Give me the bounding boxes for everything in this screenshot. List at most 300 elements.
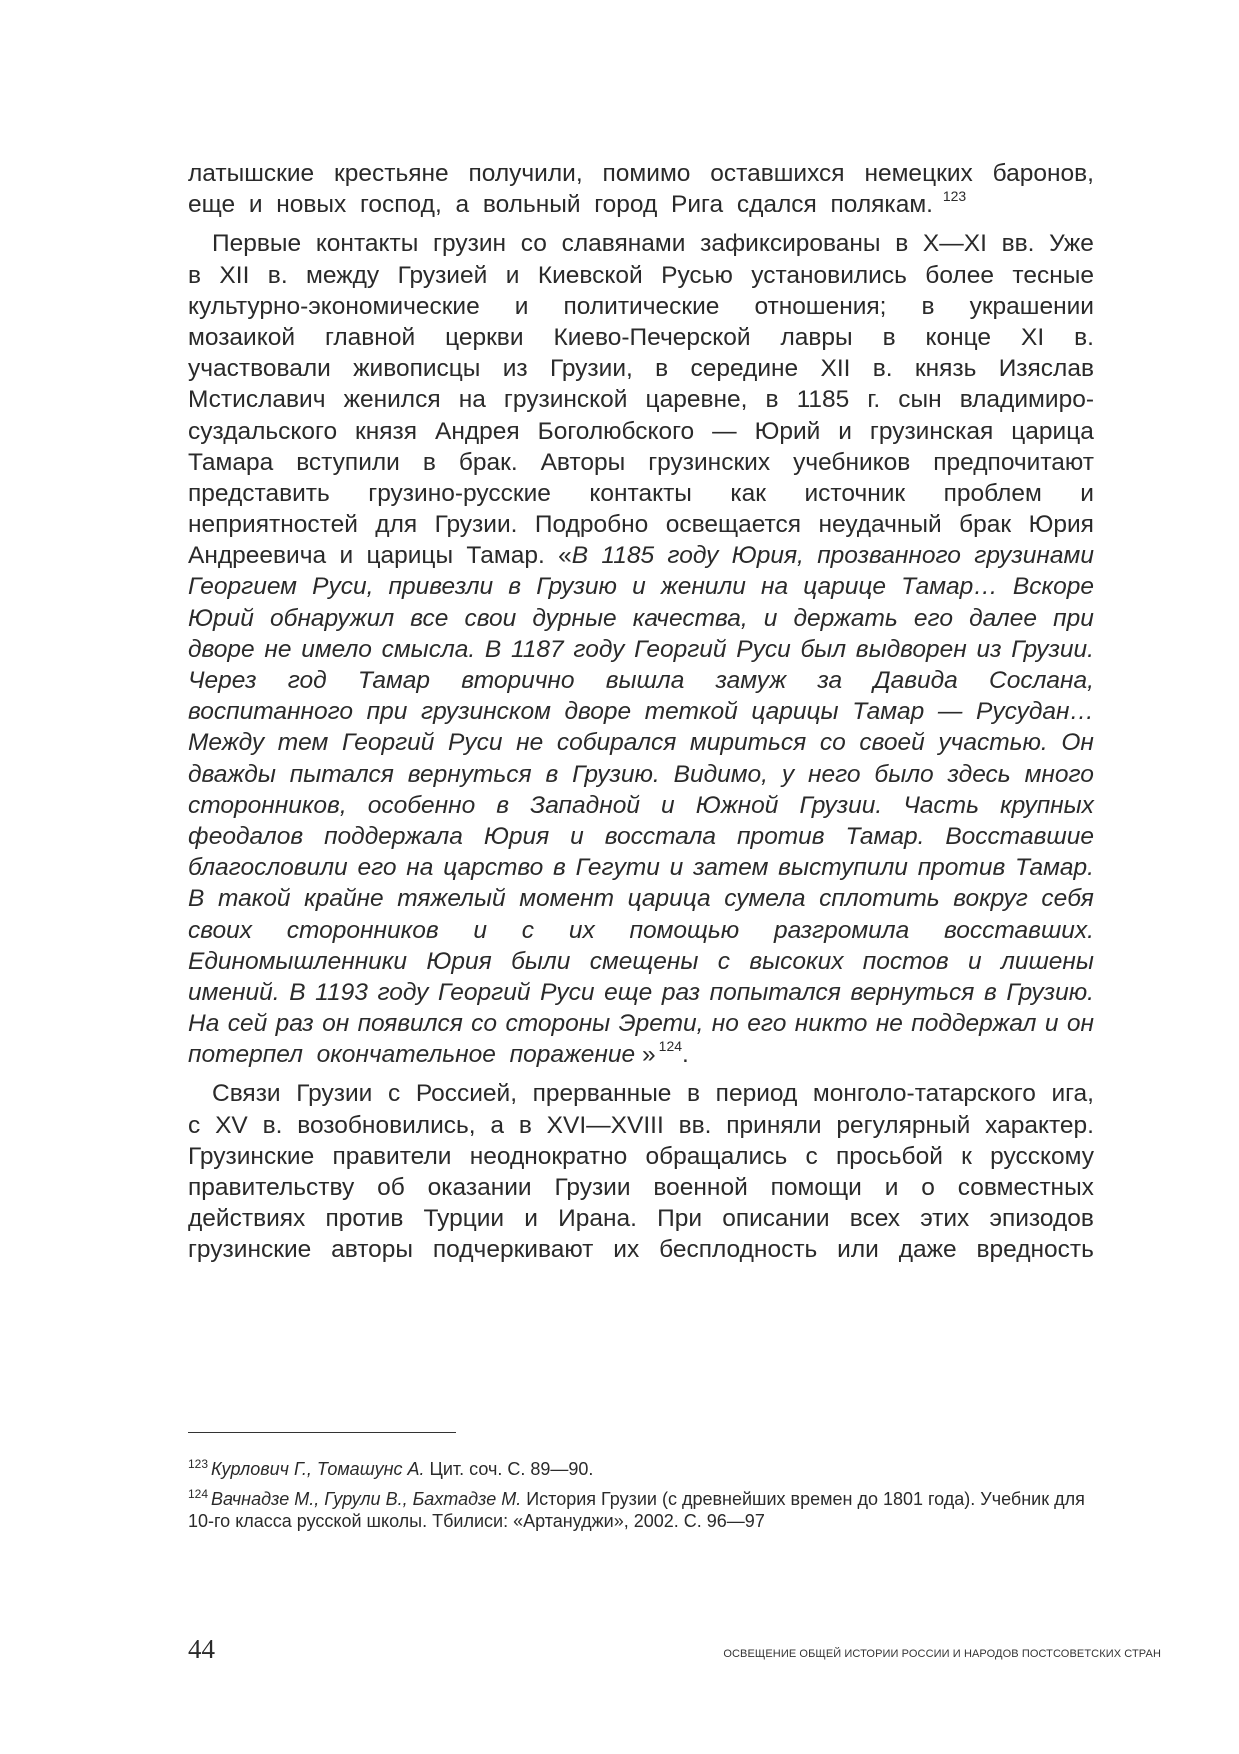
word: церкви [445,323,524,351]
word-group [188,189,242,220]
word: лавры [780,323,853,351]
word-group [836,1141,943,1172]
word-group [646,384,748,415]
word-group [724,883,805,914]
word-group [914,603,953,634]
word: Андреевича [188,542,327,570]
word: . [682,1041,689,1069]
word-group [645,696,738,727]
text-line [188,1039,1094,1070]
word: и [968,947,982,975]
word-group [985,1110,1094,1141]
word-group [358,1008,463,1039]
word: неудачный [818,511,942,539]
word: разгромила [773,916,910,944]
word: царица [627,885,711,913]
word: из [502,355,528,383]
word: их [613,1236,640,1264]
word: Эрети, [618,1010,704,1038]
word-group [188,291,480,322]
word: на [458,386,486,414]
word: Руси [540,978,595,1006]
word: имело [301,635,372,663]
word: с [188,1111,201,1139]
word-group [716,1078,798,1109]
word: царство [443,854,544,882]
footnote-number: 124 [188,1487,209,1501]
text-line [188,603,1094,634]
word-group [589,478,692,509]
word-group [511,634,564,665]
word-group [716,665,787,696]
word-group [366,540,453,571]
text-line [188,852,1094,883]
word: грузинских [648,448,771,476]
word: своих [188,916,253,944]
word: Юрия [483,822,550,850]
word: вторично [461,667,575,694]
word: представить [188,479,330,507]
text-line [188,946,1094,977]
word: русскому [990,1142,1094,1170]
word-group [188,603,254,634]
word: участью. [938,729,1048,757]
word: середине [690,355,799,383]
word-group [747,1008,786,1039]
word-group [737,821,825,852]
word-group [564,696,631,727]
word: Грузию. [1006,978,1094,1006]
word: Связи [212,1080,281,1108]
word: в [553,854,566,882]
word: совместных [957,1174,1094,1201]
word-group [632,571,646,602]
word-group [408,759,532,790]
word-group [808,759,861,790]
word-group [188,665,257,696]
word-group [334,158,449,189]
word-group [873,353,893,384]
word: и [884,1174,899,1201]
word: феодалов [188,822,304,850]
word: и [661,791,675,819]
word: крестьяне [334,160,449,187]
word: не [516,729,544,757]
word: Георгием [188,573,297,601]
word: было [874,760,934,788]
word: Георгий [634,635,727,663]
word-group [188,260,201,291]
word: попытался [709,978,841,1006]
word-group [864,158,972,189]
word-group [466,540,544,571]
word-group [485,634,501,665]
word: привезли [388,573,494,601]
word-group [876,1008,903,1039]
word: он [322,1010,350,1038]
word-group [504,384,628,415]
word: прерванные [532,1080,672,1108]
word: Юрий [188,604,254,632]
word-group [188,1008,219,1039]
word-group [850,1203,900,1234]
word: его [357,854,397,882]
word-group [803,571,886,602]
word: Южной [695,791,779,819]
word: а [490,1111,505,1139]
word: баронов, [992,160,1094,187]
word: между [306,261,380,289]
word-group [831,189,967,220]
word-group [993,158,1094,189]
word-group [899,1234,957,1265]
word-group [218,883,291,914]
word-group [817,665,842,696]
word: прозванного [817,542,961,570]
word-group [755,416,821,447]
word-group [797,384,850,415]
word: 1185 [796,386,850,414]
word-group [550,353,633,384]
word-group [1021,322,1044,353]
word-group [712,416,737,447]
word: обращались [645,1142,788,1170]
text-line [188,1203,1094,1234]
word-group [297,1110,475,1141]
word-group [435,509,518,540]
text-line [188,821,1094,852]
word: новых [276,191,347,219]
word: высоких [749,947,844,975]
word-group [813,1078,1036,1109]
word-group [538,416,695,447]
word: собирался [556,729,677,757]
word-group [469,158,583,189]
word: и [524,1205,538,1233]
word-group [511,946,570,977]
word: Турции [423,1205,505,1233]
word: авторы [331,1236,414,1264]
word-group [959,509,1011,540]
word-group [296,447,400,478]
text-line [188,759,1094,790]
footnote-ref[interactable]: 124 [658,1038,683,1055]
word-group [712,1008,739,1039]
word-group [1029,509,1094,540]
word: качества, [632,604,748,632]
word-group [911,1008,1036,1039]
word: Единомышленники [188,947,408,975]
word: Он [1061,729,1094,757]
word-group [679,1110,712,1141]
word-group [276,1008,314,1039]
word: в. [1074,323,1094,351]
text-line [188,1141,1094,1172]
word: господ, [360,191,442,219]
word: такой [217,885,291,913]
word: Георгий [438,978,531,1006]
word-group [547,1110,664,1141]
word: Киево-Печерской [553,323,751,351]
word: помощью [629,916,740,944]
word: все [410,604,449,632]
word: отношения; [754,292,887,320]
word: 1185 [601,542,655,570]
word: Сослана, [989,667,1094,694]
word-group [859,727,924,758]
word-group [530,790,640,821]
word-group [428,1172,532,1203]
word-group [288,665,327,696]
running-footer-title: ОСВЕЩЕНИЕ ОБЩЕЙ ИСТОРИИ РОССИИ И НАРОДОВ ПОСТСОВЕТСКИХ СТРАН [723,1648,1161,1660]
word-group [188,158,314,189]
word-group [820,727,846,758]
word: его [747,1010,787,1038]
word-group [938,727,1047,758]
word: Георгий [341,729,435,757]
word-group [333,1141,452,1172]
word-group [459,384,486,415]
word: сумела [724,885,806,913]
word-group [1011,416,1094,447]
word: зафиксированы [700,230,881,258]
word-group [410,603,448,634]
word-group [926,322,992,353]
word-group [188,1110,200,1141]
word: и [514,292,529,320]
word: В [484,635,502,663]
word-group [761,571,788,602]
word-group [263,1110,283,1141]
word-group [933,447,1094,478]
word-group [976,696,1094,727]
word: Тамар [357,667,430,694]
word: благословили [188,854,348,882]
word: В [289,978,306,1006]
word: Гегути [575,854,660,882]
word: ига, [1051,1080,1094,1108]
word: X—XI [922,230,987,258]
word: женили [660,573,746,601]
word-group [423,447,436,478]
word: вв. [1001,230,1035,258]
text-line [188,790,1094,821]
word: конце [925,323,992,351]
word: со [471,1010,498,1038]
word-group [519,1110,532,1141]
word: сын [898,386,942,414]
word-group [304,883,384,914]
word-group [836,1110,970,1141]
word-group [465,603,517,634]
word: поражение [509,1041,636,1069]
word-group [290,759,394,790]
word: или [837,1236,879,1264]
word: грузинская [869,417,994,445]
word: контакты [589,479,692,507]
word-group [510,1039,689,1070]
word-group [1001,946,1094,977]
word-group [969,603,1037,634]
word-group [794,603,898,634]
word-group [368,478,551,509]
word-group [533,1078,672,1109]
word-group [515,291,529,322]
word: смысла. [381,635,476,663]
word-group [613,1234,639,1265]
word-group [188,821,303,852]
word-group [188,759,276,790]
word: полякам. [830,191,933,219]
word-group [1006,977,1094,1008]
word: просьбой [836,1142,943,1170]
word-group [382,634,476,665]
word: но [711,1010,739,1038]
word: Тамар… [901,573,998,601]
word-group [944,478,1042,509]
text-line [188,322,1094,353]
word-group [389,571,494,602]
word-group [554,1172,630,1203]
word-group [601,540,654,571]
word: неоднократно [469,1142,628,1170]
word-group [690,727,806,758]
word: на [761,573,789,601]
word-group [780,322,852,353]
word: освещается [665,511,802,539]
word-group [416,1078,517,1109]
word-group [977,1234,1094,1265]
word-group [837,1234,879,1265]
word: со [819,729,846,757]
word: Уже [1049,230,1094,258]
word: в [518,1111,532,1139]
word: оказании [427,1174,532,1201]
word-group [522,915,534,946]
word: были [511,947,571,975]
word: тесные [1012,261,1094,289]
word-group [1061,727,1094,758]
word: Тамар. [1015,854,1094,882]
text-line [188,540,1094,571]
word: теткой [644,698,738,726]
word: у [781,760,795,788]
word: вернуться [850,978,975,1006]
word-group [471,1008,497,1039]
page-number: 44 [188,1634,215,1664]
word: царица [1011,417,1094,445]
word: военной [653,1174,748,1201]
paragraph [188,1078,1094,1265]
word-group [856,634,967,665]
word-group [782,759,794,790]
word: Боголюбского [537,417,695,445]
word-group [317,1039,503,1070]
word-group [805,1141,817,1172]
word: поддержала [324,822,463,850]
word-group [710,158,844,189]
word: Русудан… [976,698,1094,726]
word: В [571,542,589,570]
word-group [503,353,528,384]
word-group [424,1203,505,1234]
footnote-authors: Курлович Г., Томашунс А. [211,1459,425,1479]
word-group [1000,790,1094,821]
word-group [435,416,520,447]
word-group [918,852,1006,883]
word-group [470,1141,628,1172]
word: грузинские [188,1236,312,1264]
text-line [188,915,1094,946]
word: Между [188,729,265,757]
word-group [961,1141,972,1172]
word: раз [275,1010,314,1038]
text-line [188,665,1094,696]
word: появился [357,1010,463,1038]
word: Юрия, [731,542,804,570]
word-group [270,603,394,634]
word-group [215,1110,248,1141]
word: свои [464,604,517,632]
word: вступили [296,448,400,476]
word: мозаикой [188,323,296,351]
word: Тамара [188,448,274,476]
word-group [653,1172,747,1203]
word-group [188,353,331,384]
word: в [765,386,779,414]
word: Вскоре [1012,573,1094,601]
word: XI [1020,323,1045,351]
word-group [324,821,463,852]
word: дворе [564,698,632,726]
word-group [532,603,616,634]
word-group [553,852,566,883]
word-group [301,634,372,665]
word-group [355,416,417,447]
footnote-ref[interactable]: 123 [942,188,967,205]
word: тем [277,729,329,757]
word: здесь [947,760,1011,788]
word: грузинском [420,698,551,726]
word-group [690,353,798,384]
word: в [188,261,202,289]
word-group [960,384,1094,415]
word: всех [849,1205,901,1233]
word: оставшихся [710,160,845,187]
word-group [1049,228,1094,259]
word: с [717,947,730,975]
word-group [903,790,979,821]
word-group [693,852,768,883]
word-group [999,353,1094,384]
word: даже [898,1236,957,1264]
word: XVI—XVIII [546,1111,664,1139]
word: в [545,760,559,788]
paragraph [188,158,1094,220]
word-group [619,1008,704,1039]
word: Грузию [536,573,617,601]
word: Юрий [754,417,821,445]
word: проблем [943,479,1042,507]
word-group [1067,1008,1094,1039]
word: Западной [530,791,640,819]
word-group [817,540,961,571]
word-group [188,883,204,914]
word: выступили [778,854,908,882]
word: грузино-русские [368,479,551,507]
word-group [219,260,249,291]
word-group [895,228,908,259]
